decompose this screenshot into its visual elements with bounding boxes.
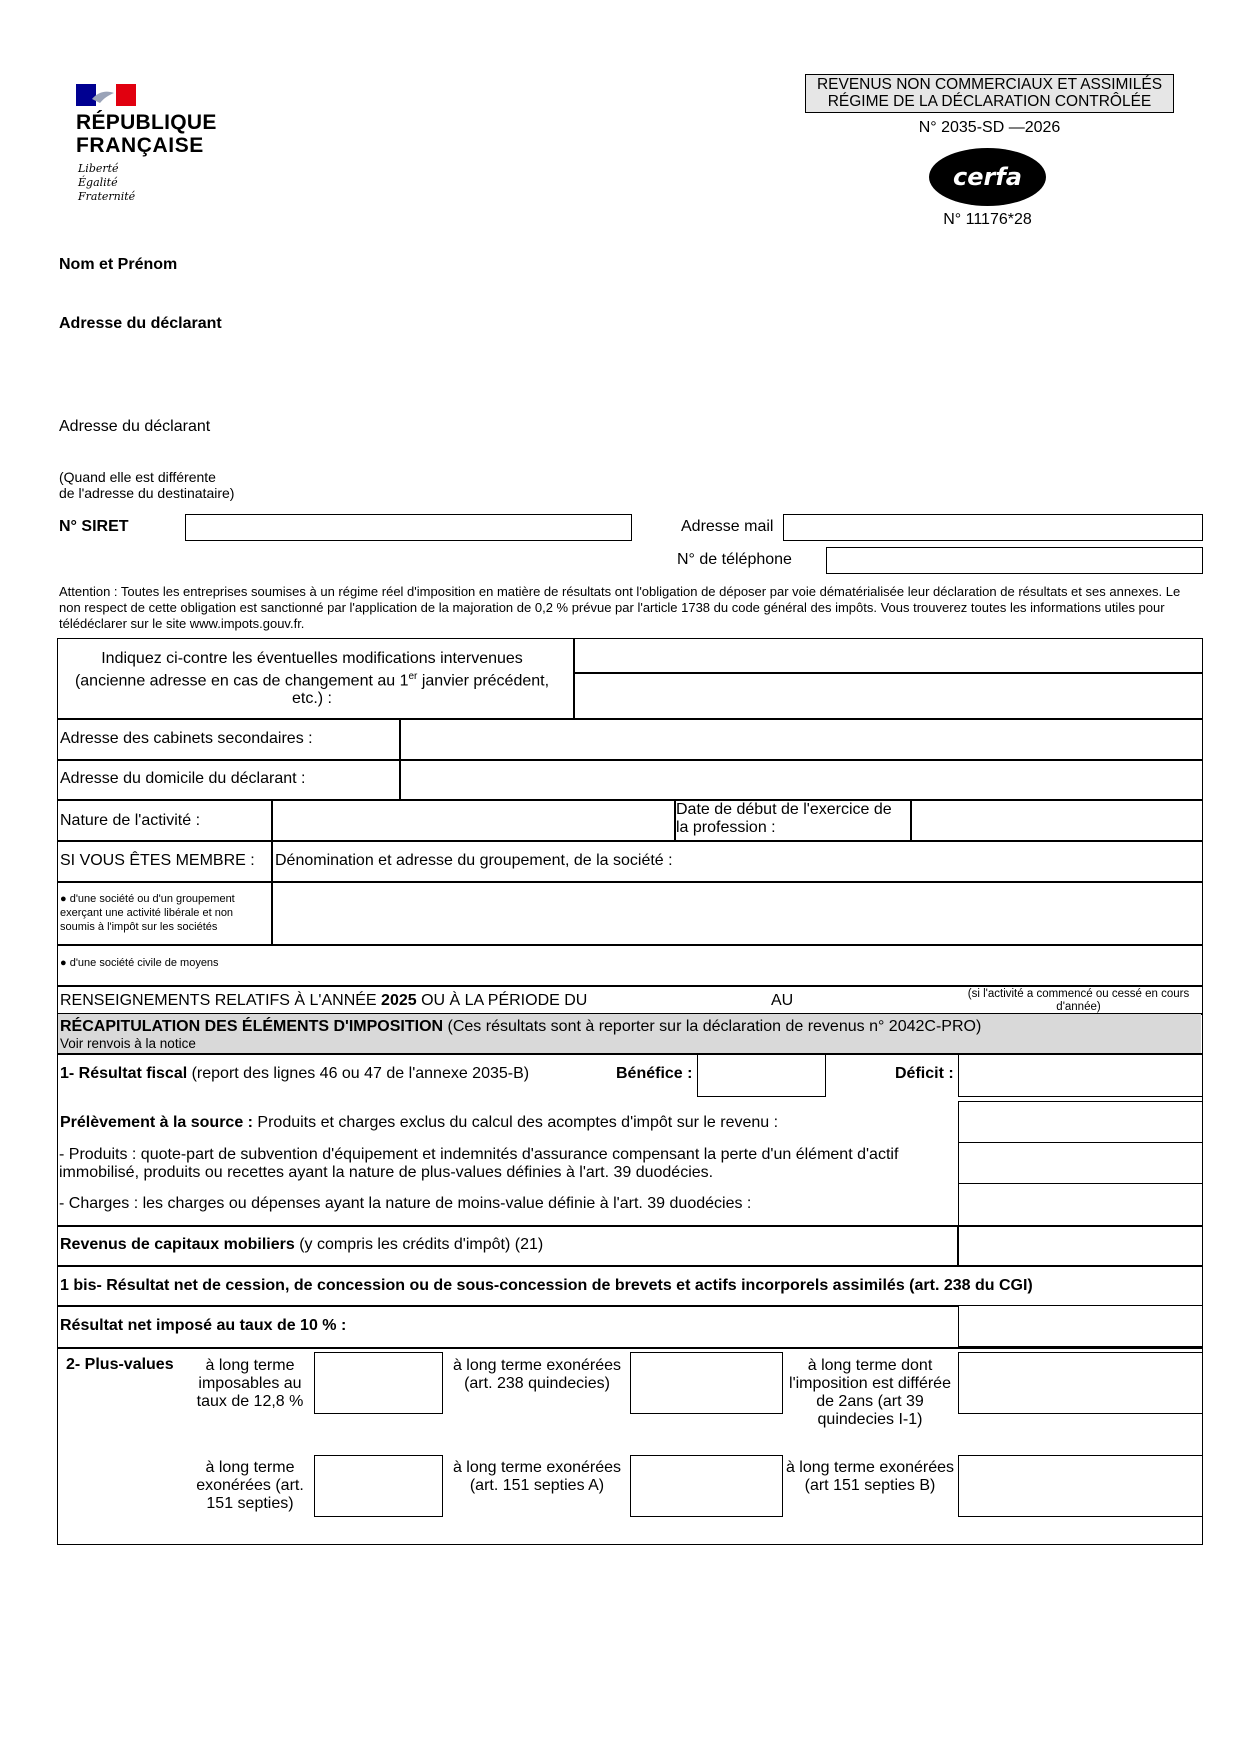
domicile-input[interactable] [401,761,1201,799]
pv-151b-label: à long terme exonérées (art 151 septies B) [785,1459,955,1494]
modifications-input-1[interactable] [575,640,1201,672]
prelevement-rest: Produits et charges exclus du calcul des acomptes d'impôt sur le revenu : [252,1114,779,1131]
modifications-label-line2a: (ancienne adresse en cas de changement au 1 [74,672,409,690]
dematerialisation-notice: Attention : Toutes les entreprises soumises à un régime réel d'imposition en matière de résultats ont l'obligation de déposer par voie dématérialisée leur déclaration de résultats et ses annexes. Le non respect de cette obligation est sanctionné par l'application de la majoration de 0,2 % prévue par l'article 1738 du code général des impôts. Vous trouverez toutes les informations utiles pour télédéclarer sur le site www.impots.gouv.fr. [59,584,1181,631]
form-number: N° 2035-SD —2026 [918,119,1061,136]
pv-151-label: à long terme exonérées (art. 151 septies) [196,1459,304,1512]
membre-label: SI VOUS ÊTES MEMBRE : [60,852,255,869]
date-debut-input[interactable] [912,801,1201,839]
renseignements-year: 2025 [381,992,417,1009]
siret-input[interactable] [185,514,632,541]
cerfa-number: N° 11176*28 [943,211,1032,228]
republique-francaise-logo [76,84,226,204]
mail-input[interactable] [783,514,1203,541]
modifications-input-2[interactable] [575,674,1201,718]
form-title-line2: RÉGIME DE LA DÉCLARATION CONTRÔLÉE [827,93,1152,110]
resultat-fiscal-rest: (report des lignes 46 ou 47 de l'annexe 2035-B) [187,1065,530,1082]
periode-du-input[interactable] [610,988,760,1010]
net10-input[interactable] [958,1305,1203,1347]
republique-line2: FRANÇAISE [76,134,204,157]
pv-238-input[interactable] [630,1352,783,1414]
pv-151b-input[interactable] [958,1455,1203,1517]
modifications-label-line1: Indiquez ci-contre les éventuelles modifications intervenues [101,650,523,667]
domicile-label: Adresse du domicile du déclarant : [60,770,306,787]
renseignements-label [60,992,587,1010]
adresse-note-1: (Quand elle est différente [59,469,216,485]
renseignements-a: RENSEIGNEMENTS RELATIFS À L'ANNÉE [60,992,382,1009]
phone-label: N° de téléphone [677,551,792,568]
date-debut-label: Date de début de l'exercice de la profession : [676,801,892,836]
renseignements-b: OU À LA PÉRIODE DU [416,992,588,1009]
phone-input[interactable] [826,547,1203,574]
motto-fraternite: Fraternité [78,190,136,203]
modifications-sup: er [408,671,418,682]
cabinets-label: Adresse des cabinets secondaires : [60,730,313,747]
pv-151-input[interactable] [314,1455,443,1517]
societe-liberale-label: ● d'une société ou d'un groupement exerçant une activité libérale et non soumis à l'impôt sur les sociétés [60,893,235,933]
scm-label: ● d'une société civile de moyens [60,957,219,969]
adresse-note-2: de l'adresse du destinataire) [59,485,235,501]
activite-note: (si l'activité a commencé ou cessé en cours d'année) [967,988,1190,1013]
scm-input[interactable] [273,946,1201,984]
net10-label: Résultat net imposé au taux de 10 % : [60,1317,347,1334]
pv-128-input[interactable] [314,1352,443,1414]
produits-label: - Produits : quote-part de subvention d'équipement et indemnités d'assurance compensant la perte d'un élément d'actif immobilisé, produits ou recettes ayant la nature de plus-values définies à l'art. 39 duodécies. [59,1146,899,1181]
prelevement-label [60,1114,778,1132]
rcm-label [60,1236,543,1254]
periode-au-input[interactable] [800,988,950,1010]
motto-liberte: Liberté [78,162,119,175]
produits-input[interactable] [958,1142,1203,1184]
motto-egalite: Égalité [78,176,118,189]
plus-values-title: 2- Plus-values [66,1356,174,1373]
modifications-label-line3: etc.) : [291,690,332,708]
au-label: AU [771,992,794,1009]
denomination-label: Dénomination et adresse du groupement, de la société : [275,852,673,869]
deficit-label: Déficit : [895,1065,954,1082]
nom-prenom-label: Nom et Prénom [59,256,178,273]
pv-151a-input[interactable] [630,1455,783,1517]
marianne-flag-icon [76,84,136,106]
deficit-input[interactable] [958,1054,1203,1097]
modifications-label [62,650,562,708]
charges-label: - Charges : les charges ou dépenses ayant la nature de moins-value définie à l'art. 39 duodécies : [59,1195,752,1212]
form-title-box [805,74,1174,113]
nature-input[interactable] [273,801,673,839]
recap-title-rest: (Ces résultats sont à reporter sur la déclaration de revenus n° 2042C-PRO) [443,1018,982,1035]
prelevement-input[interactable] [958,1101,1203,1143]
rcm-bold: Revenus de capitaux mobiliers [60,1236,295,1253]
mail-label: Adresse mail [681,518,774,535]
benefice-input[interactable] [697,1054,826,1097]
recap-note: Voir renvois à la notice [60,1036,196,1051]
rcm-input[interactable] [959,1227,1201,1265]
cerfa-logo [929,148,1046,206]
modifications-label-line2b: janvier précédent, [417,672,550,690]
pv-differee-label: à long terme dont l'imposition est différée de 2ans (art 39 quindecies I-1) [789,1357,951,1428]
pv-128-label: à long terme imposables au taux de 12,8 % [196,1357,304,1410]
cerfa-logo-text: cerfa [953,163,1022,191]
brevets-label: 1 bis- Résultat net de cession, de concession ou de sous-concession de brevets et actifs incorporels assimilés (art. 238 du CGI) [60,1277,1033,1294]
pv-238-label: à long terme exonérées (art. 238 quindecies) [452,1357,622,1392]
recap-title [60,1018,981,1036]
pv-151a-label: à long terme exonérées (art. 151 septies A) [452,1459,622,1494]
charges-input[interactable] [958,1183,1203,1226]
adresse-declarant-label: Adresse du déclarant [59,315,222,332]
modifications-label-line2 [62,668,562,690]
prelevement-bold: Prélèvement à la source : [60,1114,253,1131]
pv-differee-input[interactable] [958,1352,1203,1414]
siret-label: N° SIRET [59,518,129,535]
recap-title-bold: RÉCAPITULATION DES ÉLÉMENTS D'IMPOSITION [60,1018,444,1035]
republique-line1: RÉPUBLIQUE [76,111,217,134]
cabinets-input[interactable] [401,720,1201,758]
nature-label: Nature de l'activité : [60,812,201,829]
societe-liberale-input[interactable] [273,883,1201,943]
resultat-fiscal-label [60,1065,529,1083]
rcm-rest: (y compris les crédits d'impôt) (21) [294,1236,544,1253]
form-title-line1: REVENUS NON COMMERCIAUX ET ASSIMILÉS [816,76,1163,93]
resultat-fiscal-bold: 1- Résultat fiscal [60,1065,188,1082]
benefice-label: Bénéfice : [616,1065,693,1082]
adresse-declarant-2-label: Adresse du déclarant [59,418,211,435]
